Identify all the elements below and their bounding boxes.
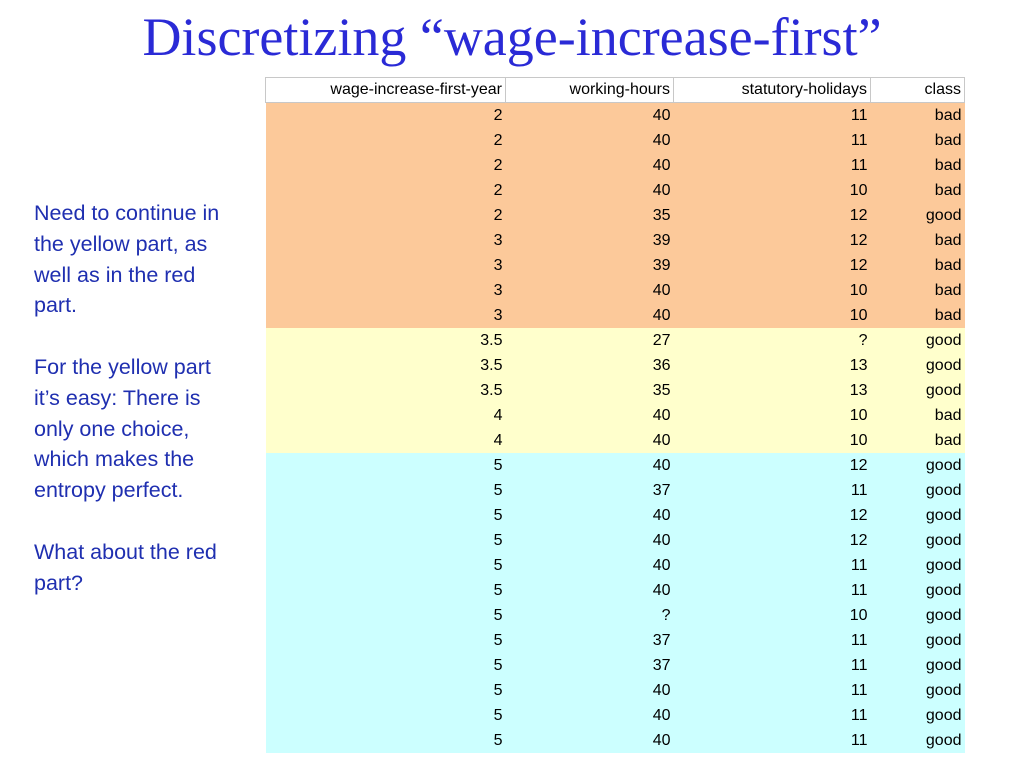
cell-statutory-holidays: 10 [674, 178, 871, 203]
table-row [266, 628, 965, 653]
cell-class: bad [871, 228, 965, 253]
cell-class: bad [871, 103, 965, 129]
cell-wage-increase-first-year: 3 [266, 278, 506, 303]
table-row [266, 478, 965, 503]
cell-wage-increase-first-year: 5 [266, 453, 506, 478]
table-row [266, 228, 965, 253]
cell-wage-increase-first-year: 5 [266, 553, 506, 578]
cell-class: good [871, 553, 965, 578]
column-header-wage-increase-first-year: wage-increase-first-year [266, 78, 506, 103]
cell-statutory-holidays: 12 [674, 528, 871, 553]
table-row [266, 278, 965, 303]
table-row [266, 578, 965, 603]
cell-working-hours: 37 [506, 628, 674, 653]
cell-wage-increase-first-year: 2 [266, 128, 506, 153]
cell-statutory-holidays: 11 [674, 153, 871, 178]
cell-working-hours: 40 [506, 453, 674, 478]
cell-working-hours: 40 [506, 428, 674, 453]
cell-statutory-holidays: ? [674, 328, 871, 353]
cell-wage-increase-first-year: 5 [266, 628, 506, 653]
cell-wage-increase-first-year: 5 [266, 478, 506, 503]
cell-statutory-holidays: 11 [674, 678, 871, 703]
cell-working-hours: 40 [506, 503, 674, 528]
cell-working-hours: 40 [506, 178, 674, 203]
cell-class: good [871, 628, 965, 653]
cell-class: good [871, 453, 965, 478]
cell-statutory-holidays: 10 [674, 603, 871, 628]
cell-class: good [871, 478, 965, 503]
cell-wage-increase-first-year: 5 [266, 578, 506, 603]
cell-working-hours: 40 [506, 153, 674, 178]
cell-class: good [871, 653, 965, 678]
cell-wage-increase-first-year: 3 [266, 253, 506, 278]
cell-class: bad [871, 153, 965, 178]
cell-working-hours: 40 [506, 553, 674, 578]
cell-class: good [871, 578, 965, 603]
cell-wage-increase-first-year: 5 [266, 653, 506, 678]
cell-working-hours: 40 [506, 703, 674, 728]
cell-wage-increase-first-year: 4 [266, 403, 506, 428]
cell-statutory-holidays: 10 [674, 303, 871, 328]
table-row [266, 528, 965, 553]
table-row [266, 153, 965, 178]
cell-working-hours: 40 [506, 728, 674, 753]
cell-working-hours: 37 [506, 653, 674, 678]
cell-working-hours: 40 [506, 278, 674, 303]
cell-statutory-holidays: 12 [674, 503, 871, 528]
cell-wage-increase-first-year: 3 [266, 228, 506, 253]
column-header-statutory-holidays: statutory-holidays [674, 78, 871, 103]
cell-statutory-holidays: 11 [674, 703, 871, 728]
cell-statutory-holidays: 11 [674, 103, 871, 129]
cell-class: bad [871, 253, 965, 278]
cell-statutory-holidays: 11 [674, 653, 871, 678]
cell-wage-increase-first-year: 5 [266, 678, 506, 703]
cell-working-hours: ? [506, 603, 674, 628]
cell-working-hours: 40 [506, 103, 674, 129]
cell-class: good [871, 353, 965, 378]
table-row [266, 503, 965, 528]
cell-class: good [871, 503, 965, 528]
table-row [266, 453, 965, 478]
cell-working-hours: 39 [506, 228, 674, 253]
cell-statutory-holidays: 11 [674, 578, 871, 603]
cell-wage-increase-first-year: 2 [266, 153, 506, 178]
cell-wage-increase-first-year: 3.5 [266, 328, 506, 353]
cell-working-hours: 40 [506, 128, 674, 153]
cell-wage-increase-first-year: 5 [266, 728, 506, 753]
cell-working-hours: 27 [506, 328, 674, 353]
table-row [266, 178, 965, 203]
table-row [266, 653, 965, 678]
cell-working-hours: 35 [506, 378, 674, 403]
cell-class: good [871, 728, 965, 753]
cell-working-hours: 35 [506, 203, 674, 228]
cell-working-hours: 39 [506, 253, 674, 278]
table-row [266, 303, 965, 328]
cell-working-hours: 36 [506, 353, 674, 378]
cell-wage-increase-first-year: 3.5 [266, 378, 506, 403]
table-row [266, 678, 965, 703]
cell-statutory-holidays: 12 [674, 203, 871, 228]
table-row [266, 403, 965, 428]
cell-working-hours: 40 [506, 403, 674, 428]
cell-wage-increase-first-year: 3 [266, 303, 506, 328]
column-header-working-hours: working-hours [506, 78, 674, 103]
table-row [266, 203, 965, 228]
cell-class: good [871, 378, 965, 403]
cell-statutory-holidays: 11 [674, 728, 871, 753]
cell-wage-increase-first-year: 2 [266, 203, 506, 228]
cell-class: bad [871, 178, 965, 203]
table-row [266, 328, 965, 353]
cell-wage-increase-first-year: 5 [266, 503, 506, 528]
cell-class: bad [871, 403, 965, 428]
cell-wage-increase-first-year: 3.5 [266, 353, 506, 378]
column-header-class: class [871, 78, 965, 103]
cell-statutory-holidays: 10 [674, 403, 871, 428]
side-note-paragraph: What about the red part? [34, 539, 217, 595]
table-row [266, 428, 965, 453]
cell-statutory-holidays: 12 [674, 253, 871, 278]
table-row [266, 728, 965, 753]
table-row [266, 603, 965, 628]
cell-statutory-holidays: 11 [674, 478, 871, 503]
cell-statutory-holidays: 10 [674, 278, 871, 303]
table-row [266, 703, 965, 728]
cell-wage-increase-first-year: 4 [266, 428, 506, 453]
cell-statutory-holidays: 13 [674, 378, 871, 403]
cell-class: good [871, 603, 965, 628]
table-row [266, 353, 965, 378]
side-note-paragraph: Need to continue in the yellow part, as well as in the red part. [34, 201, 220, 318]
cell-working-hours: 40 [506, 578, 674, 603]
table-row [266, 553, 965, 578]
cell-class: bad [871, 428, 965, 453]
cell-wage-increase-first-year: 2 [266, 178, 506, 203]
table-row [266, 103, 965, 129]
cell-class: bad [871, 278, 965, 303]
cell-working-hours: 37 [506, 478, 674, 503]
cell-working-hours: 40 [506, 678, 674, 703]
slide-title: Discretizing “wage-increase-first” [142, 7, 882, 67]
cell-statutory-holidays: 10 [674, 428, 871, 453]
cell-statutory-holidays: 11 [674, 628, 871, 653]
table-header-row [266, 78, 965, 103]
cell-class: good [871, 678, 965, 703]
cell-class: good [871, 203, 965, 228]
cell-class: good [871, 328, 965, 353]
cell-wage-increase-first-year: 5 [266, 603, 506, 628]
cell-class: bad [871, 128, 965, 153]
side-note [34, 198, 234, 598]
cell-class: good [871, 528, 965, 553]
table-body [266, 103, 965, 754]
side-note-paragraph: For the yellow part it’s easy: There is only one choice, which makes the entropy perfect. [34, 354, 211, 503]
cell-statutory-holidays: 12 [674, 453, 871, 478]
cell-statutory-holidays: 12 [674, 228, 871, 253]
cell-statutory-holidays: 13 [674, 353, 871, 378]
table-row [266, 128, 965, 153]
cell-statutory-holidays: 11 [674, 553, 871, 578]
table-row [266, 378, 965, 403]
data-table [265, 77, 965, 753]
cell-working-hours: 40 [506, 528, 674, 553]
cell-class: bad [871, 303, 965, 328]
cell-wage-increase-first-year: 2 [266, 103, 506, 129]
cell-working-hours: 40 [506, 303, 674, 328]
cell-wage-increase-first-year: 5 [266, 703, 506, 728]
cell-statutory-holidays: 11 [674, 128, 871, 153]
cell-wage-increase-first-year: 5 [266, 528, 506, 553]
table-row [266, 253, 965, 278]
cell-class: good [871, 703, 965, 728]
